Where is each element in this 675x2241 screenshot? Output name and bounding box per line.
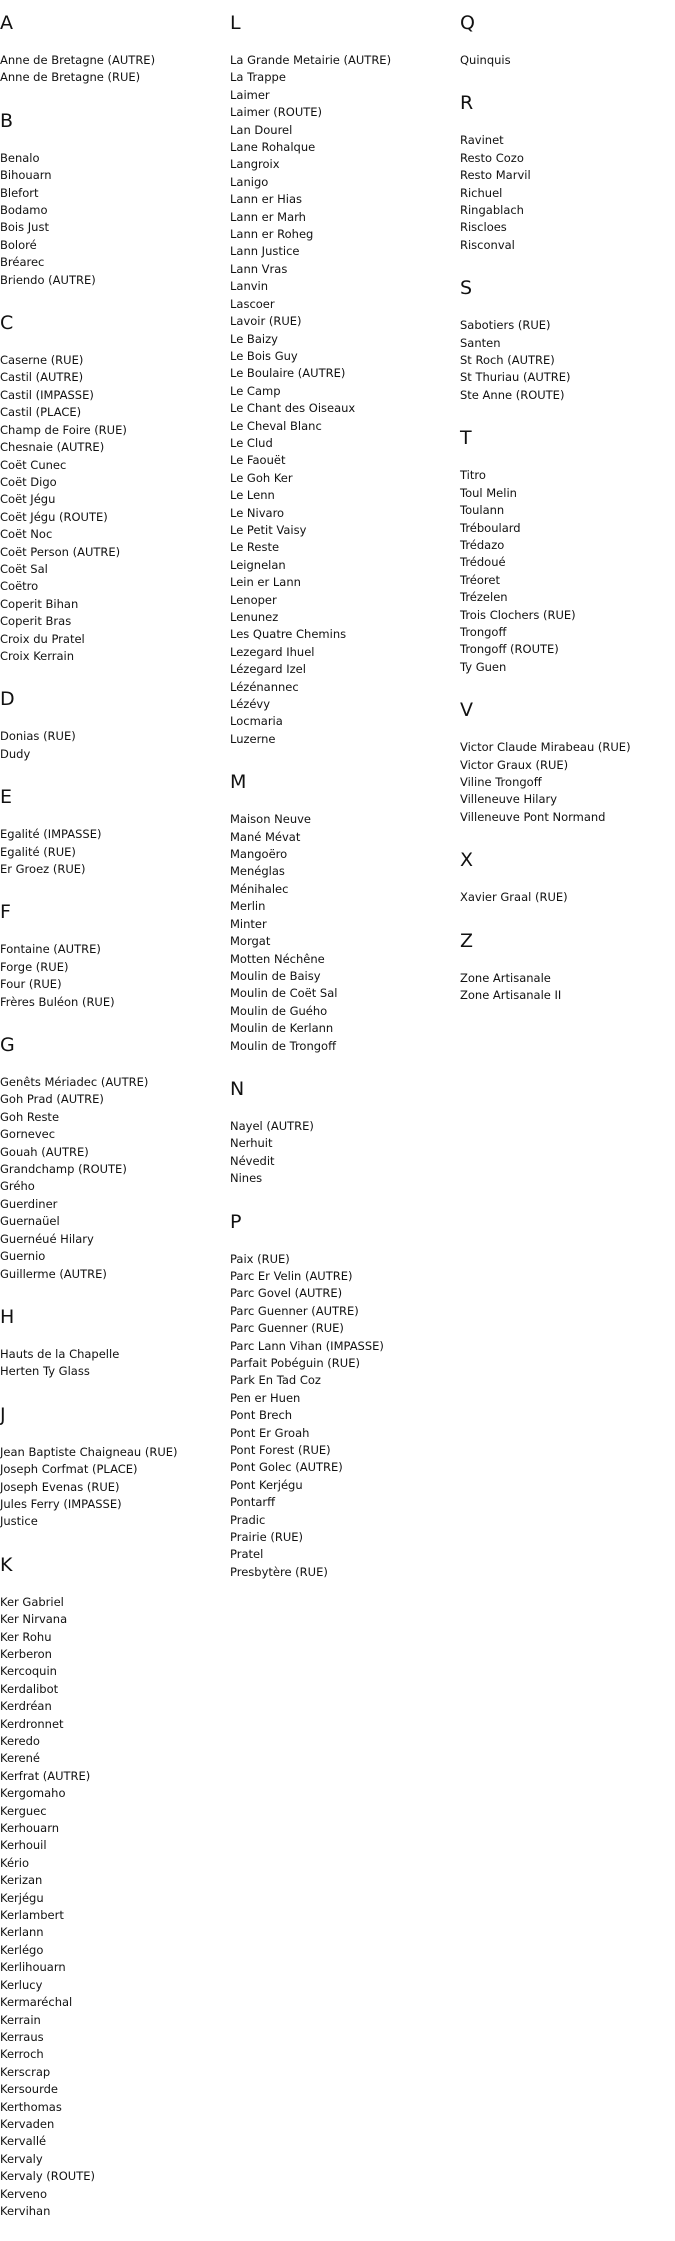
street-name: Kerraus <box>0 2029 44 2044</box>
letter-section <box>0 108 220 289</box>
street-name: Coët Digo <box>0 474 57 489</box>
street-name: Parc Guenner (AUTRE) <box>230 1303 359 1318</box>
letter-heading: R <box>460 92 474 115</box>
street-name: Langroix <box>230 157 280 172</box>
street-name: Justice <box>0 1514 38 1529</box>
street-name: Le Bois Guy <box>230 348 298 363</box>
street-name: Coperit Bras <box>0 614 72 629</box>
street-name: Coët Noc <box>0 527 53 542</box>
street-name: Toul Melin <box>460 485 517 500</box>
street-name: Guerdiner <box>0 1196 58 1211</box>
street-name: St Roch (AUTRE) <box>460 353 555 368</box>
letter-section <box>460 275 675 404</box>
letter-heading: A <box>0 12 13 34</box>
street-name: Kerlann <box>0 1925 44 1940</box>
street-name: Le Faouët <box>230 453 286 468</box>
street-name: Kerhouarn <box>0 1821 60 1836</box>
street-name: Risconval <box>460 237 515 252</box>
street-name: Parc Govel (AUTRE) <box>230 1286 343 1301</box>
street-name: Le Chant des Oiseaux <box>230 401 356 416</box>
street-name: Er Groez (RUE) <box>0 862 86 876</box>
street-name: Champ de Foire (RUE) <box>0 422 127 437</box>
street-name: Bodamo <box>0 203 48 218</box>
street-name: Villeneuve Hilary <box>460 792 558 807</box>
street-name: Pont Er Groah <box>230 1425 310 1440</box>
street-name: Le Petit Vaisy <box>230 522 307 537</box>
street-list <box>460 132 675 254</box>
letter-heading: V <box>460 699 473 722</box>
street-name: Kerfrat (AUTRE) <box>0 1768 91 1783</box>
street-name: Lann Justice <box>230 244 300 259</box>
letter-heading: S <box>460 277 473 300</box>
letter-section <box>460 425 675 676</box>
street-name: Kerlucy <box>0 1977 43 1992</box>
street-name: Dudy <box>0 746 31 761</box>
letter-section <box>460 928 675 1005</box>
street-name: Kério <box>0 1855 30 1870</box>
street-list <box>460 739 675 826</box>
letter-section <box>460 847 675 906</box>
street-name: Ty Guen <box>460 659 507 674</box>
letter-section <box>230 1209 450 1582</box>
letter-heading: P <box>230 1210 242 1233</box>
letter-heading: M <box>230 771 247 794</box>
street-name: Moulin de Baisy <box>230 968 321 983</box>
street-list <box>460 317 675 404</box>
street-name: Lanvin <box>230 279 269 294</box>
street-index-column-2 <box>230 10 450 1602</box>
street-name: Croix du Pratel <box>0 631 85 646</box>
street-name: Locmaria <box>230 714 283 729</box>
street-name: Fontaine (AUTRE) <box>0 942 101 957</box>
letter-heading: F <box>0 901 11 924</box>
letter-heading: J <box>0 1403 6 1426</box>
street-name: Kerdronnet <box>0 1716 64 1731</box>
street-name: Bois Just <box>0 220 49 235</box>
street-name: Pradic <box>230 1512 266 1527</box>
street-name: Le Boulaire (AUTRE) <box>230 366 346 381</box>
street-name: Hauts de la Chapelle <box>0 1346 120 1361</box>
letter-section <box>230 1076 450 1188</box>
street-name: Lascoer <box>230 296 275 311</box>
letter-heading: K <box>0 1553 13 1576</box>
street-name: Kerrain <box>0 2012 41 2027</box>
street-name: Trézelen <box>460 590 508 605</box>
street-name: Toulann <box>460 503 505 518</box>
street-name: Four (RUE) <box>0 977 62 992</box>
street-name: Donias (RUE) <box>0 729 76 744</box>
letter-heading: T <box>460 427 472 450</box>
street-name: Grého <box>0 1179 35 1194</box>
street-name: Lézegard Izel <box>230 662 306 677</box>
street-name: Resto Marvil <box>460 168 531 183</box>
street-name: Coët Cunec <box>0 457 67 472</box>
street-name: Le Lenn <box>230 488 275 503</box>
street-name: Mané Mévat <box>230 829 301 844</box>
street-name: Caserne (RUE) <box>0 353 84 368</box>
letter-section <box>0 784 220 878</box>
street-name: Bihouarn <box>0 168 52 183</box>
street-name: Chesnaie (AUTRE) <box>0 440 105 455</box>
street-name: Le Nivaro <box>230 505 285 520</box>
street-name: Benalo <box>0 150 40 165</box>
street-name: Gornevec <box>0 1127 56 1142</box>
street-name: Moulin de Coët Sal <box>230 986 338 1001</box>
street-name: Gouah (AUTRE) <box>0 1144 89 1159</box>
letter-section <box>0 310 220 665</box>
street-name: Jean Baptiste Chaigneau (RUE) <box>0 1444 178 1459</box>
street-name: Kerjégu <box>0 1890 44 1905</box>
street-name: Kerené <box>0 1751 40 1766</box>
street-name: Kermaréchal <box>0 1995 73 2010</box>
street-name: Trois Clochers (RUE) <box>460 607 576 622</box>
street-name: Castil (IMPASSE) <box>0 387 94 402</box>
letter-section <box>230 10 450 748</box>
street-name: Kerroch <box>0 2047 44 2062</box>
street-name: Kervaly (ROUTE) <box>0 2169 96 2184</box>
street-name: Richuel <box>460 185 503 200</box>
street-name: Prairie (RUE) <box>230 1530 304 1545</box>
street-name: Viline Trongoff <box>460 774 542 789</box>
street-name: Nerhuit <box>230 1136 273 1151</box>
street-name: Lavoir (RUE) <box>230 314 302 329</box>
street-name: Kervallé <box>0 2134 47 2149</box>
street-name: Leignelan <box>230 557 286 572</box>
street-name: Laimer <box>230 87 270 102</box>
street-name: Le Goh Ker <box>230 470 293 485</box>
letter-heading: Q <box>460 12 475 34</box>
street-list <box>0 941 220 1011</box>
street-list <box>230 52 450 748</box>
street-index-column-3 <box>460 10 675 1025</box>
street-name: La Trappe <box>230 70 286 85</box>
street-name: Castil (AUTRE) <box>0 370 84 385</box>
street-name: Lein er Lann <box>230 575 301 590</box>
street-name: Ménihalec <box>230 881 289 896</box>
street-list <box>0 1346 220 1381</box>
street-name: Lézévy <box>230 697 271 712</box>
letter-section <box>460 10 675 69</box>
street-name: Egalité (RUE) <box>0 844 76 859</box>
street-name: Sabotiers (RUE) <box>460 318 551 333</box>
street-name: Pont Kerjégu <box>230 1477 303 1492</box>
street-name: Guernio <box>0 1249 46 1264</box>
street-name: Goh Reste <box>0 1109 60 1124</box>
street-name: Forge (RUE) <box>0 959 69 974</box>
street-name: Joseph Evenas (RUE) <box>0 1479 120 1494</box>
street-name: Kervihan <box>0 2203 51 2218</box>
street-name: La Grande Metairie (AUTRE) <box>230 53 392 67</box>
street-name: Motten Néchêne <box>230 951 325 966</box>
letter-section <box>460 90 675 254</box>
street-name: Presbytère (RUE) <box>230 1564 328 1579</box>
letter-heading: L <box>230 12 241 34</box>
street-name: Herten Ty Glass <box>0 1364 90 1379</box>
street-name: Lane Rohalque <box>230 140 316 155</box>
street-list <box>460 970 675 1005</box>
street-name: Trongoff (ROUTE) <box>460 642 559 657</box>
letter-heading: D <box>0 688 15 711</box>
street-name: Kerveno <box>0 2186 47 2201</box>
street-name: Croix Kerrain <box>0 648 75 663</box>
street-name: Victor Graux (RUE) <box>460 757 569 772</box>
street-name: Coët Jégu <box>0 492 56 507</box>
street-name: Maison Neuve <box>230 812 311 827</box>
street-name: Kerizan <box>0 1873 43 1888</box>
street-name: Pont Forest (RUE) <box>230 1443 331 1458</box>
street-name: Anne de Bretagne (AUTRE) <box>0 53 156 67</box>
letter-section <box>0 1552 220 2221</box>
street-name: Kerlégo <box>0 1942 44 1957</box>
street-name: Lann er Roheg <box>230 227 314 242</box>
street-name: Titro <box>460 468 486 483</box>
street-name: Le Baizy <box>230 331 278 346</box>
street-name: Quinquis <box>460 53 511 67</box>
street-name: Moulin de Kerlann <box>230 1021 334 1036</box>
street-name: Parc Guenner (RUE) <box>230 1321 344 1336</box>
street-name: Coëtro <box>0 579 39 594</box>
street-name: Le Cheval Blanc <box>230 418 322 433</box>
street-name: Guernéué Hilary <box>0 1231 94 1246</box>
street-name: Moulin de Trongoff <box>230 1038 337 1053</box>
street-name: Parfait Pobéguin (RUE) <box>230 1356 360 1370</box>
letter-section <box>0 899 220 1011</box>
street-name: Kerscrap <box>0 2064 51 2079</box>
street-name: Joseph Corfmat (PLACE) <box>0 1462 138 1477</box>
letter-heading: N <box>230 1077 245 1100</box>
street-name: Coët Person (AUTRE) <box>0 544 121 559</box>
street-name: Ste Anne (ROUTE) <box>460 387 565 402</box>
street-name: Trongoff <box>460 624 507 639</box>
street-name: Trédoué <box>460 555 506 570</box>
street-name: Resto Cozo <box>460 150 524 165</box>
street-name: Tréoret <box>460 572 500 587</box>
street-name: Paix (RUE) <box>230 1251 290 1266</box>
street-name: Goh Prad (AUTRE) <box>0 1092 104 1107</box>
letter-heading: G <box>0 1034 15 1057</box>
letter-heading: E <box>0 786 13 809</box>
letter-section <box>460 697 675 826</box>
street-name: Lézénannec <box>230 679 299 694</box>
street-name: Kervaly <box>0 2151 43 2166</box>
street-name: Egalité (IMPASSE) <box>0 827 102 842</box>
street-name: Le Reste <box>230 540 280 555</box>
street-name: Merlin <box>230 899 266 914</box>
street-name: Moulin de Guého <box>230 1003 328 1018</box>
street-name: Guernaüel <box>0 1214 60 1229</box>
street-name: Kercoquin <box>0 1664 57 1679</box>
street-list <box>0 52 220 87</box>
street-name: Keredo <box>0 1734 40 1748</box>
street-name: Grandchamp (ROUTE) <box>0 1162 127 1177</box>
street-name: Lenoper <box>230 592 277 607</box>
street-name: Minter <box>230 916 267 931</box>
street-name: Lanigo <box>230 174 269 189</box>
street-list <box>460 889 675 906</box>
street-list <box>0 1594 220 2221</box>
street-name: Kerdréan <box>0 1699 52 1714</box>
letter-section <box>230 769 450 1055</box>
street-name: Névedit <box>230 1153 275 1168</box>
street-name: Kerdalibot <box>0 1681 59 1696</box>
street-name: Lan Dourel <box>230 122 293 137</box>
street-name: Ravinet <box>460 133 504 148</box>
street-name: Santen <box>460 335 501 350</box>
street-name: Pratel <box>230 1547 264 1562</box>
street-name: Zone Artisanale II <box>460 988 562 1002</box>
street-name: Lann er Marh <box>230 209 306 224</box>
street-name: Blefort <box>0 185 39 200</box>
street-name: Frères Buléon (RUE) <box>0 994 115 1009</box>
letter-section <box>0 1304 220 1381</box>
street-name: Lann er Hias <box>230 192 303 207</box>
street-list <box>0 1074 220 1283</box>
street-name: Kerlambert <box>0 1908 64 1923</box>
street-name: Boloré <box>0 237 37 252</box>
street-name: Kerlihouarn <box>0 1960 66 1975</box>
street-name: Le Camp <box>230 383 281 398</box>
street-name: Morgat <box>230 934 271 949</box>
street-name: Lenunez <box>230 610 279 624</box>
street-name: Coët Jégu (ROUTE) <box>0 509 108 524</box>
street-name: Kersourde <box>0 2082 58 2097</box>
street-name: Kerthomas <box>0 2099 62 2114</box>
street-name: Tréboulard <box>460 520 521 535</box>
street-list <box>230 1251 450 1582</box>
letter-heading: B <box>0 109 14 132</box>
street-name: Menéglas <box>230 864 285 879</box>
street-name: Luzerne <box>230 731 276 746</box>
street-name: Xavier Graal (RUE) <box>460 890 568 905</box>
street-list <box>0 150 220 289</box>
street-name: Villeneuve Pont Normand <box>460 809 606 824</box>
street-list <box>0 352 220 665</box>
street-name: Bréarec <box>0 255 45 270</box>
street-name: Parc Lann Vihan (IMPASSE) <box>230 1338 384 1353</box>
street-name: Kerguec <box>0 1803 47 1818</box>
street-name: Briendo (AUTRE) <box>0 272 96 287</box>
street-name: Pontarff <box>230 1495 276 1510</box>
street-index-column-1 <box>0 10 220 2241</box>
street-name: Jules Ferry (IMPASSE) <box>0 1496 122 1511</box>
street-name: Lann Vras <box>230 261 288 276</box>
street-name: Kervaden <box>0 2116 55 2131</box>
street-name: Laimer (ROUTE) <box>230 105 323 120</box>
street-name: Nines <box>230 1171 263 1186</box>
letter-heading: X <box>460 849 474 872</box>
street-name: Ker Rohu <box>0 1629 52 1644</box>
street-name: Pont Golec (AUTRE) <box>230 1460 343 1475</box>
street-name: St Thuriau (AUTRE) <box>460 370 571 385</box>
street-list <box>230 811 450 1055</box>
letter-heading: Z <box>460 929 474 952</box>
street-list <box>0 728 220 763</box>
street-name: Les Quatre Chemins <box>230 627 347 642</box>
street-name: Genêts Mériadec (AUTRE) <box>0 1075 149 1090</box>
street-name: Ker Nirvana <box>0 1612 68 1627</box>
street-name: Victor Claude Mirabeau (RUE) <box>460 740 631 755</box>
street-name: Castil (PLACE) <box>0 405 82 420</box>
street-name: Parc Er Velin (AUTRE) <box>230 1268 353 1283</box>
letter-section <box>0 10 220 87</box>
street-name: Nayel (AUTRE) <box>230 1118 314 1133</box>
street-name: Kerhouil <box>0 1838 47 1853</box>
letter-heading: H <box>0 1305 15 1328</box>
letter-section <box>0 686 220 763</box>
street-name: Riscloes <box>460 220 507 235</box>
letter-heading: C <box>0 312 14 335</box>
street-name: Le Clud <box>230 435 273 450</box>
street-name: Coperit Bihan <box>0 596 79 611</box>
street-list <box>0 826 220 878</box>
street-name: Zone Artisanale <box>460 970 551 985</box>
street-name: Kergomaho <box>0 1786 66 1801</box>
street-name: Ker Gabriel <box>0 1594 64 1609</box>
letter-section <box>0 1402 220 1531</box>
street-list <box>0 1444 220 1531</box>
street-name: Pen er Huen <box>230 1390 301 1405</box>
street-name: Ringablach <box>460 203 524 218</box>
street-list <box>460 467 675 676</box>
street-name: Park En Tad Coz <box>230 1373 321 1388</box>
street-name: Anne de Bretagne (RUE) <box>0 70 141 85</box>
street-list <box>460 52 675 69</box>
street-name: Kerberon <box>0 1646 52 1661</box>
street-name: Coët Sal <box>0 561 48 576</box>
street-list <box>230 1118 450 1188</box>
street-name: Pont Brech <box>230 1408 293 1423</box>
street-name: Mangoëro <box>230 847 288 862</box>
street-name: Trédazo <box>460 537 505 552</box>
street-name: Lezegard Ihuel <box>230 644 315 659</box>
street-name: Guillerme (AUTRE) <box>0 1266 107 1281</box>
letter-section <box>0 1032 220 1283</box>
